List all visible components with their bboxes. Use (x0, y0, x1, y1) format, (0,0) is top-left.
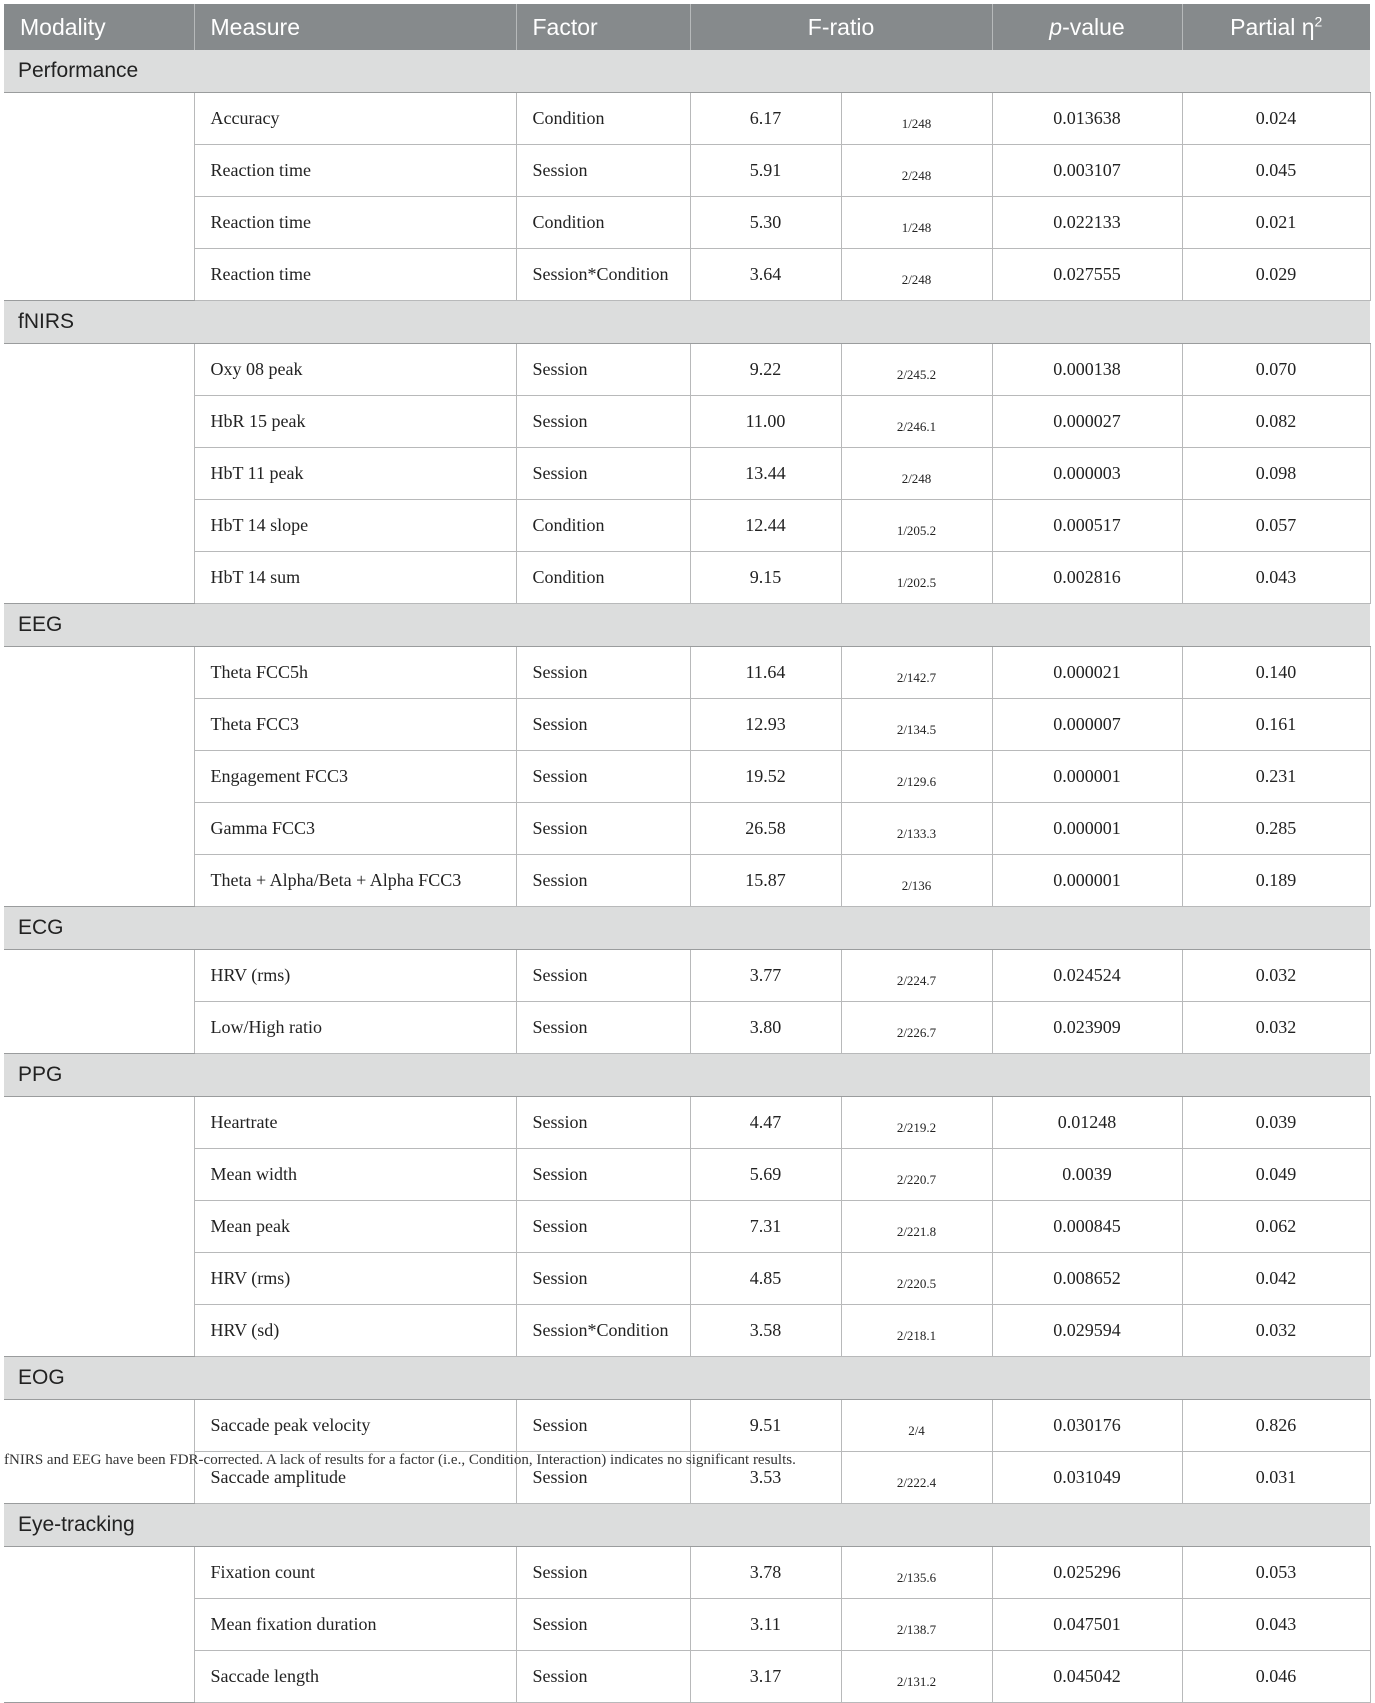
section-row (4, 1054, 1370, 1097)
table-row (4, 803, 1370, 855)
partial-eta-cell: 0.024 (1182, 93, 1370, 145)
measure-cell: Theta + Alpha/Beta + Alpha FCC3 (194, 855, 516, 907)
df-cell: 2/135.6 (841, 1547, 992, 1599)
section-title: fNIRS (4, 301, 1370, 344)
partial-eta-cell: 0.070 (1182, 344, 1370, 396)
modality-cell (4, 1253, 194, 1305)
factor-cell: Session (516, 751, 690, 803)
factor-cell: Session (516, 1651, 690, 1703)
p-value-cell: 0.008652 (992, 1253, 1182, 1305)
header-p-italic: p (1049, 13, 1063, 40)
p-value-cell: 0.000517 (992, 500, 1182, 552)
header-factor: Factor (516, 4, 690, 50)
section-row (4, 50, 1370, 93)
df-cell: 2/129.6 (841, 751, 992, 803)
measure-cell: HRV (rms) (194, 950, 516, 1002)
partial-eta-cell: 0.053 (1182, 1547, 1370, 1599)
modality-cell (4, 500, 194, 552)
partial-eta-cell: 0.285 (1182, 803, 1370, 855)
f-ratio-cell: 7.31 (690, 1201, 841, 1253)
p-value-cell: 0.030176 (992, 1400, 1182, 1452)
factor-cell: Session (516, 647, 690, 699)
p-value-cell: 0.025296 (992, 1547, 1182, 1599)
measure-cell: Mean width (194, 1149, 516, 1201)
measure-cell: Engagement FCC3 (194, 751, 516, 803)
measure-cell: Saccade amplitude (194, 1452, 516, 1504)
table-row (4, 500, 1370, 552)
partial-eta-cell: 0.032 (1182, 1002, 1370, 1054)
measure-cell: Saccade peak velocity (194, 1400, 516, 1452)
factor-cell: Session (516, 1149, 690, 1201)
f-ratio-cell: 3.80 (690, 1002, 841, 1054)
df-cell: 2/248 (841, 249, 992, 301)
results-table-container (4, 4, 1370, 1703)
factor-cell: Session (516, 1097, 690, 1149)
f-ratio-cell: 3.53 (690, 1452, 841, 1504)
modality-cell (4, 396, 194, 448)
f-ratio-cell: 13.44 (690, 448, 841, 500)
measure-cell: Low/High ratio (194, 1002, 516, 1054)
factor-cell: Session (516, 1201, 690, 1253)
factor-cell: Condition (516, 93, 690, 145)
table-row (4, 249, 1370, 301)
factor-cell: Condition (516, 552, 690, 604)
df-cell: 2/138.7 (841, 1599, 992, 1651)
partial-eta-cell: 0.039 (1182, 1097, 1370, 1149)
df-cell: 2/245.2 (841, 344, 992, 396)
modality-cell (4, 344, 194, 396)
table-row (4, 751, 1370, 803)
table-row (4, 552, 1370, 604)
factor-cell: Session (516, 699, 690, 751)
p-value-cell: 0.000021 (992, 647, 1182, 699)
measure-cell: HbT 14 slope (194, 500, 516, 552)
table-row (4, 855, 1370, 907)
df-cell: 2/218.1 (841, 1305, 992, 1357)
measure-cell: Reaction time (194, 145, 516, 197)
measure-cell: HbR 15 peak (194, 396, 516, 448)
results-table (4, 4, 1371, 1703)
section-title: Performance (4, 50, 1370, 93)
modality-cell (4, 1305, 194, 1357)
f-ratio-cell: 9.22 (690, 344, 841, 396)
modality-cell (4, 1002, 194, 1054)
table-row (4, 1253, 1370, 1305)
partial-eta-cell: 0.032 (1182, 1305, 1370, 1357)
modality-cell (4, 1201, 194, 1253)
factor-cell: Session (516, 396, 690, 448)
partial-eta-cell: 0.057 (1182, 500, 1370, 552)
f-ratio-cell: 12.93 (690, 699, 841, 751)
modality-cell (4, 249, 194, 301)
table-footnote: fNIRS and EEG have been FDR-corrected. A lack of results for a factor (i.e., Condition, Interaction) indicates no significant results. (4, 1452, 796, 1468)
section-row (4, 907, 1370, 950)
df-cell: 2/221.8 (841, 1201, 992, 1253)
factor-cell: Session (516, 448, 690, 500)
factor-cell: Session (516, 1599, 690, 1651)
partial-eta-cell: 0.062 (1182, 1201, 1370, 1253)
measure-cell: HbT 11 peak (194, 448, 516, 500)
factor-cell: Session (516, 950, 690, 1002)
partial-eta-cell: 0.031 (1182, 1452, 1370, 1504)
p-value-cell: 0.023909 (992, 1002, 1182, 1054)
measure-cell: Reaction time (194, 249, 516, 301)
partial-eta-cell: 0.161 (1182, 699, 1370, 751)
header-modality: Modality (4, 4, 194, 50)
measure-cell: Oxy 08 peak (194, 344, 516, 396)
table-row (4, 950, 1370, 1002)
measure-cell: Fixation count (194, 1547, 516, 1599)
p-value-cell: 0.000001 (992, 803, 1182, 855)
f-ratio-cell: 3.58 (690, 1305, 841, 1357)
f-ratio-cell: 6.17 (690, 93, 841, 145)
table-row (4, 1651, 1370, 1703)
section-title: ECG (4, 907, 1370, 950)
measure-cell: HRV (sd) (194, 1305, 516, 1357)
table-row (4, 647, 1370, 699)
modality-cell (4, 145, 194, 197)
header-p-value (992, 4, 1182, 50)
p-value-cell: 0.000001 (992, 751, 1182, 803)
section-row (4, 1504, 1370, 1547)
df-cell: 2/226.7 (841, 1002, 992, 1054)
modality-cell (4, 1599, 194, 1651)
p-value-cell: 0.000138 (992, 344, 1182, 396)
modality-cell (4, 803, 194, 855)
factor-cell: Session (516, 145, 690, 197)
partial-eta-cell: 0.231 (1182, 751, 1370, 803)
header-eta-sup: 2 (1314, 12, 1323, 29)
table-row (4, 1149, 1370, 1201)
table-row (4, 1097, 1370, 1149)
f-ratio-cell: 15.87 (690, 855, 841, 907)
partial-eta-cell: 0.029 (1182, 249, 1370, 301)
factor-cell: Session (516, 1452, 690, 1504)
f-ratio-cell: 4.47 (690, 1097, 841, 1149)
p-value-cell: 0.000027 (992, 396, 1182, 448)
f-ratio-cell: 3.64 (690, 249, 841, 301)
f-ratio-cell: 11.64 (690, 647, 841, 699)
df-cell: 1/248 (841, 197, 992, 249)
partial-eta-cell: 0.042 (1182, 1253, 1370, 1305)
factor-cell: Session (516, 344, 690, 396)
f-ratio-cell: 3.11 (690, 1599, 841, 1651)
modality-cell (4, 1149, 194, 1201)
factor-cell: Session (516, 803, 690, 855)
p-value-cell: 0.000001 (992, 855, 1182, 907)
header-measure: Measure (194, 4, 516, 50)
header-p-rest: -value (1062, 13, 1125, 40)
modality-cell (4, 1097, 194, 1149)
f-ratio-cell: 5.91 (690, 145, 841, 197)
factor-cell: Condition (516, 197, 690, 249)
table-row (4, 1201, 1370, 1253)
modality-cell (4, 93, 194, 145)
partial-eta-cell: 0.082 (1182, 396, 1370, 448)
table-header (4, 4, 1370, 50)
measure-cell: HRV (rms) (194, 1253, 516, 1305)
f-ratio-cell: 19.52 (690, 751, 841, 803)
df-cell: 2/133.3 (841, 803, 992, 855)
modality-cell (4, 751, 194, 803)
f-ratio-cell: 3.77 (690, 950, 841, 1002)
modality-cell (4, 448, 194, 500)
section-title: EOG (4, 1357, 1370, 1400)
p-value-cell: 0.003107 (992, 145, 1182, 197)
p-value-cell: 0.027555 (992, 249, 1182, 301)
table-row (4, 699, 1370, 751)
factor-cell: Session*Condition (516, 1305, 690, 1357)
factor-cell: Session (516, 1002, 690, 1054)
df-cell: 2/248 (841, 448, 992, 500)
df-cell: 2/248 (841, 145, 992, 197)
p-value-cell: 0.022133 (992, 197, 1182, 249)
df-cell: 2/136 (841, 855, 992, 907)
f-ratio-cell: 12.44 (690, 500, 841, 552)
measure-cell: Reaction time (194, 197, 516, 249)
table-row (4, 344, 1370, 396)
p-value-cell: 0.002816 (992, 552, 1182, 604)
partial-eta-cell: 0.098 (1182, 448, 1370, 500)
f-ratio-cell: 26.58 (690, 803, 841, 855)
modality-cell (4, 699, 194, 751)
p-value-cell: 0.000007 (992, 699, 1182, 751)
df-cell: 2/220.5 (841, 1253, 992, 1305)
factor-cell: Session (516, 1400, 690, 1452)
table-row (4, 1400, 1370, 1452)
measure-cell: Theta FCC5h (194, 647, 516, 699)
partial-eta-cell: 0.045 (1182, 145, 1370, 197)
df-cell: 2/4 (841, 1400, 992, 1452)
factor-cell: Session (516, 1547, 690, 1599)
partial-eta-cell: 0.046 (1182, 1651, 1370, 1703)
p-value-cell: 0.013638 (992, 93, 1182, 145)
table-row (4, 1002, 1370, 1054)
factor-cell: Session (516, 855, 690, 907)
f-ratio-cell: 3.78 (690, 1547, 841, 1599)
partial-eta-cell: 0.032 (1182, 950, 1370, 1002)
factor-cell: Session (516, 1253, 690, 1305)
header-partial-eta (1182, 4, 1370, 50)
partial-eta-cell: 0.826 (1182, 1400, 1370, 1452)
modality-cell (4, 1547, 194, 1599)
table-row (4, 197, 1370, 249)
df-cell: 2/134.5 (841, 699, 992, 751)
section-title: EEG (4, 604, 1370, 647)
p-value-cell: 0.000003 (992, 448, 1182, 500)
df-cell: 2/222.4 (841, 1452, 992, 1504)
measure-cell: Saccade length (194, 1651, 516, 1703)
partial-eta-cell: 0.021 (1182, 197, 1370, 249)
measure-cell: Heartrate (194, 1097, 516, 1149)
partial-eta-cell: 0.049 (1182, 1149, 1370, 1201)
f-ratio-cell: 9.15 (690, 552, 841, 604)
table-row (4, 145, 1370, 197)
measure-cell: Gamma FCC3 (194, 803, 516, 855)
factor-cell: Condition (516, 500, 690, 552)
df-cell: 2/131.2 (841, 1651, 992, 1703)
partial-eta-cell: 0.189 (1182, 855, 1370, 907)
p-value-cell: 0.045042 (992, 1651, 1182, 1703)
df-cell: 2/246.1 (841, 396, 992, 448)
f-ratio-cell: 11.00 (690, 396, 841, 448)
table-row (4, 93, 1370, 145)
modality-cell (4, 1400, 194, 1452)
table-row (4, 1305, 1370, 1357)
factor-cell: Session*Condition (516, 249, 690, 301)
table-row (4, 1599, 1370, 1651)
f-ratio-cell: 4.85 (690, 1253, 841, 1305)
df-cell: 2/220.7 (841, 1149, 992, 1201)
modality-cell (4, 647, 194, 699)
partial-eta-cell: 0.043 (1182, 1599, 1370, 1651)
f-ratio-cell: 3.17 (690, 1651, 841, 1703)
measure-cell: Mean fixation duration (194, 1599, 516, 1651)
table-row (4, 396, 1370, 448)
section-row (4, 1357, 1370, 1400)
measure-cell: HbT 14 sum (194, 552, 516, 604)
f-ratio-cell: 9.51 (690, 1400, 841, 1452)
df-cell: 2/142.7 (841, 647, 992, 699)
header-eta-label: Partial η (1230, 13, 1315, 40)
measure-cell: Theta FCC3 (194, 699, 516, 751)
partial-eta-cell: 0.043 (1182, 552, 1370, 604)
f-ratio-cell: 5.30 (690, 197, 841, 249)
table-row (4, 448, 1370, 500)
p-value-cell: 0.047501 (992, 1599, 1182, 1651)
section-title: PPG (4, 1054, 1370, 1097)
modality-cell (4, 1651, 194, 1703)
header-f-ratio: F-ratio (690, 4, 992, 50)
df-cell: 1/202.5 (841, 552, 992, 604)
section-row (4, 604, 1370, 647)
modality-cell (4, 855, 194, 907)
modality-cell (4, 197, 194, 249)
p-value-cell: 0.031049 (992, 1452, 1182, 1504)
measure-cell: Accuracy (194, 93, 516, 145)
table-row (4, 1547, 1370, 1599)
partial-eta-cell: 0.140 (1182, 647, 1370, 699)
df-cell: 2/219.2 (841, 1097, 992, 1149)
df-cell: 1/248 (841, 93, 992, 145)
df-cell: 1/205.2 (841, 500, 992, 552)
p-value-cell: 0.024524 (992, 950, 1182, 1002)
section-row (4, 301, 1370, 344)
df-cell: 2/224.7 (841, 950, 992, 1002)
modality-cell (4, 552, 194, 604)
modality-cell (4, 950, 194, 1002)
p-value-cell: 0.0039 (992, 1149, 1182, 1201)
p-value-cell: 0.029594 (992, 1305, 1182, 1357)
measure-cell: Mean peak (194, 1201, 516, 1253)
p-value-cell: 0.000845 (992, 1201, 1182, 1253)
section-title: Eye-tracking (4, 1504, 1370, 1547)
p-value-cell: 0.01248 (992, 1097, 1182, 1149)
f-ratio-cell: 5.69 (690, 1149, 841, 1201)
